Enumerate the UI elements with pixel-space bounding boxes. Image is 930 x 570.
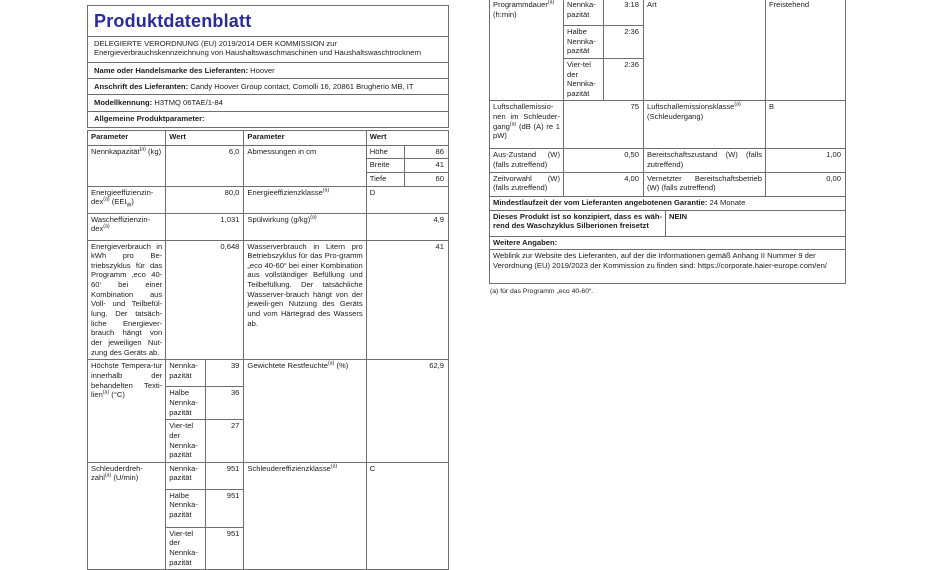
table-row (490, 149, 846, 172)
value-energy-consumption: 0,648 (166, 240, 244, 360)
value-noise-class: B (766, 101, 846, 149)
param-energy-index: Energieeffizienzin-dex$^{(a)}$ $(EEI_W)$ (88, 186, 166, 213)
value-noise-emission: 75 (564, 101, 644, 149)
col-header-wert: Wert (366, 130, 448, 145)
param-dimensions: Abmessungen in cm (244, 145, 366, 186)
table-row (88, 6, 449, 37)
capacity-quarter-label: Vier-tel der Nennka-pazität (564, 58, 604, 101)
capacity-half-label: Halbe Nennka-pazität (166, 387, 206, 420)
dim-width-value: 41 (404, 159, 448, 173)
guarantee-value: 24 Monate (709, 197, 746, 207)
param-delay-start: Zeitvorwahl (W) (falls zutreffend) (490, 172, 564, 196)
temp-quarter-value: 27 (206, 420, 244, 463)
param-rinsing: Spülwirkung $(g/kg)^{(a)}$ (244, 213, 366, 240)
param-networked-standby: Vernetzter Bereitschaftsbetrieb (W) (falls zutreffend) (644, 172, 766, 196)
value-spin-class: C (366, 462, 448, 570)
general-parameters-table-right (489, 0, 846, 197)
table-row (490, 0, 846, 26)
capacity-quarter-label: Vier-tel der Nennka-pazität (166, 420, 206, 463)
param-standby: Bereitschaftszustand (W) (falls zutreffend) (644, 149, 766, 172)
col-header-wert: Wert (166, 130, 244, 145)
param-type: Art (644, 0, 766, 101)
param-washing-index: Wascheffizienzin-dex$^{(a)}$ (88, 213, 166, 240)
table-row (490, 101, 846, 149)
dim-depth-value: 60 (404, 172, 448, 186)
regulation-text: DELEGIERTE VERORDNUNG (EU) 2019/2014 DER KOMMISSION zur Energieverbrauchskennzeichnung von Haushaltswaschmaschinen und Haushaltswaschtrocknern (88, 36, 449, 62)
value-networked-standby: 0,00 (766, 172, 846, 196)
table-row (88, 145, 449, 159)
param-energy-consumption: Energieverbrauch in kWh pro Be-triebszyklus für das Programm ‚eco 40-60‘ bei einer Kombination aus Voll- und Teilbefül-lung. Der tatsäch-liche Energiever-brauch hängt von der jeweiligen Nut-zung des Geräts ab. (88, 240, 166, 360)
address-label: Anschrift des Lieferanten: (94, 81, 189, 91)
param-off-mode: Aus-Zustand (W) (falls zutreffend) (490, 149, 564, 172)
value-energy-class: D (366, 186, 448, 213)
value-energy-index: 80,0 (166, 186, 244, 213)
value-type: Freistehend (766, 0, 846, 101)
param-rated-capacity: Nennkapazität$^{(a)}$ (kg) (88, 145, 166, 186)
table-row (88, 462, 449, 489)
model-value: H3TMQ 06TAE/1-84 (154, 97, 223, 107)
supplier-label: Name oder Handelsmarke des Lieferanten: (94, 65, 249, 75)
weblink-label: Weblink zur Website des Lieferanten, auf der die Informationen gemäß Anhang II Nummer 9 der Verordnung (EU) 2019/2023 der Kommission zu finden sind: (493, 251, 816, 271)
silver-ions-value: NEIN (666, 210, 846, 236)
param-energy-class: Energieeffizienzklasse$^{(a)}$ (244, 186, 366, 213)
table-row (88, 186, 449, 213)
page-title: Produktdatenblatt (88, 6, 449, 37)
guarantee-row (490, 196, 846, 210)
capacity-quarter-label: Vier-tel der Nennka-pazität (166, 527, 206, 570)
table-row (88, 213, 449, 240)
footnote: (a) für das Programm „eco 40-60“. (490, 288, 594, 296)
silver-ions-label: Dieses Produkt ist so konzipiert, dass es wäh-rend des Waschzyklus Silberionen freisetzt (490, 210, 666, 236)
table-row (88, 63, 449, 79)
supplier-value: Hoover (250, 65, 275, 75)
value-rated-capacity: 6,0 (166, 145, 244, 186)
dim-depth-label: Tiefe (366, 172, 404, 186)
duration-quarter-value: 2:36 (604, 58, 644, 101)
param-programme-duration: Programmdauer$^{(a)}$ (h:min) (490, 0, 564, 101)
param-max-temperature: Höchste Tempera-tur innerhalb der behandelten Texti-lien$^{(a)}$ (°C) (88, 360, 166, 463)
capacity-full-label: Nennka-pazität (166, 462, 206, 489)
spin-quarter-value: 951 (206, 527, 244, 570)
value-standby: 1,00 (766, 149, 846, 172)
table-row (88, 360, 449, 387)
table-row (490, 196, 846, 210)
general-parameters-table-left (87, 130, 449, 570)
table-row (490, 210, 846, 236)
column-header-row (88, 130, 449, 145)
table-row (490, 236, 846, 250)
model-label: Modellkennung: (94, 97, 153, 107)
table-row (490, 172, 846, 196)
guarantee-label: Mindestlaufzeit der vom Lieferanten angebotenen Garantie: (493, 197, 708, 207)
temp-full-value: 39 (206, 360, 244, 387)
capacity-half-label: Halbe Nennka-pazität (166, 489, 206, 527)
supplier-row (88, 63, 449, 79)
table-row (490, 250, 846, 284)
address-value: Candy Hoover Group contact, Comolli 16, 20861 Brugherio MB, IT (190, 81, 414, 91)
col-header-parameter: Parameter (88, 130, 166, 145)
dim-height-label: Höhe (366, 145, 404, 159)
table-row (88, 95, 449, 111)
value-residual-moisture: 62,9 (366, 360, 448, 463)
dim-height-value: 86 (404, 145, 448, 159)
duration-half-value: 2:36 (604, 26, 644, 59)
value-water-consumption: 41 (366, 240, 448, 360)
spin-half-value: 951 (206, 489, 244, 527)
spin-full-value: 951 (206, 462, 244, 489)
header-block (87, 5, 449, 128)
address-row (88, 79, 449, 95)
param-water-consumption: Wasserverbrauch in Litern pro Betriebszyklus für das Pro-gramm „eco 40-60“ bei einer Kombination aus vollständiger Befüllung und Teilbefüllung. Der tatsächliche Wasserver-brauch hängt von der jeweili-gen Nutzung des Geräts und vom Härtegrad des Wassers ab. (244, 240, 366, 360)
more-info-label: Weitere Angaben: (490, 236, 846, 250)
param-spin-class: Schleudereffizienzklasse$^{(a)}$ (244, 462, 366, 570)
param-residual-moisture: Gewichtete Restfeuchte$^{(a)}$ (%) (244, 360, 366, 463)
datasheet-left-column (87, 5, 449, 570)
weblink-row (490, 250, 846, 284)
capacity-half-label: Halbe Nennka-pazität (564, 26, 604, 59)
table-row (88, 111, 449, 127)
capacity-full-label: Nennka-pazität (166, 360, 206, 387)
table-row (88, 240, 449, 360)
param-noise-emission: Luftschallemissio-nen im Schleuder-gang$^{(a)}$ (dB (A) re 1 pW) (490, 101, 564, 149)
capacity-full-label: Nennka-pazität (564, 0, 604, 26)
table-row (88, 36, 449, 62)
dim-width-label: Breite (366, 159, 404, 173)
col-header-parameter: Parameter (244, 130, 366, 145)
weblink-url[interactable]: https://corporate.haier-europe.com/en/ (697, 261, 827, 271)
duration-full-value: 3:18 (604, 0, 644, 26)
model-row (88, 95, 449, 111)
param-noise-class: Luftschallemissionsklasse$^{(a)}$ (Schleudergang) (644, 101, 766, 149)
param-spin-speed: Schleuderdreh-zahl$^{(a)}$ (U/min) (88, 462, 166, 570)
datasheet-right-column (489, 0, 845, 297)
value-off-mode: 0,50 (564, 149, 644, 172)
guarantee-and-info-table (489, 196, 846, 285)
temp-half-value: 36 (206, 387, 244, 420)
value-washing-index: 1,031 (166, 213, 244, 240)
table-row (88, 79, 449, 95)
section-label: Allgemeine Produktparameter: (88, 111, 449, 127)
value-rinsing: 4,9 (366, 213, 448, 240)
value-delay-start: 4,00 (564, 172, 644, 196)
